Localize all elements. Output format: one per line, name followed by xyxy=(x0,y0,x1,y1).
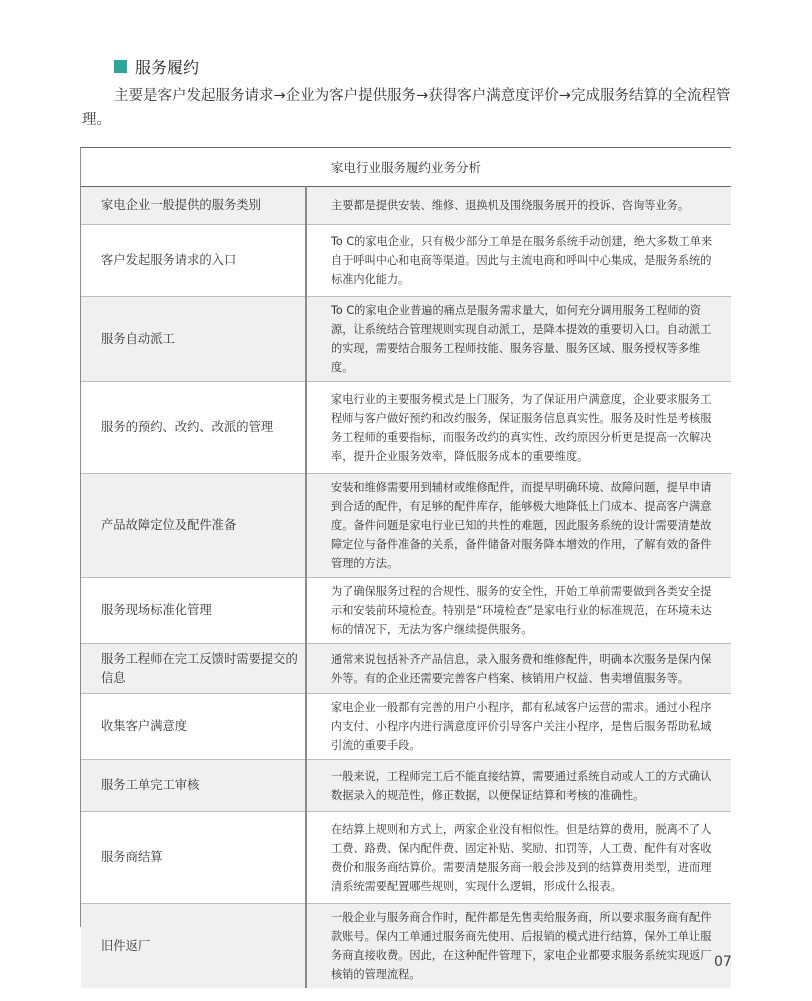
table-caption: 家电行业服务履约业务分析 xyxy=(81,148,731,187)
table-row xyxy=(81,382,731,474)
row-label: 服务自动派工 xyxy=(81,297,306,382)
table-row xyxy=(81,904,731,989)
table-row xyxy=(81,644,731,694)
row-label: 家电企业一般提供的服务类别 xyxy=(81,187,306,225)
row-description: To C的家电企业普遍的痛点是服务需求量大，如何充分调用服务工程师的资源，让系统结合管理规则实现自动派工，是降本提效的重要切入口。自动派工的实现，需要结合服务工程师技能、服务容量、服务区域、服务授权等多维度。 xyxy=(306,297,731,382)
row-description: 家电企业一般都有完善的用户小程序，都有私域客户运营的需求。通过小程序内支付、小程序内进行满意度评价引导客户关注小程序，是售后服务帮助私域引流的重要手段。 xyxy=(306,694,731,760)
section-heading xyxy=(114,55,199,78)
row-label: 服务现场标准化管理 xyxy=(81,578,306,644)
row-description: To C的家电企业，只有极少部分工单是在服务系统手动创建，绝大多数工单来自于呼叫中心和电商等渠道。因此与主流电商和呼叫中心集成，是服务系统的标准内化能力。 xyxy=(306,225,731,297)
row-description: 通常来说包括补齐产品信息，录入服务费和维修配件，明确本次服务是保内保外等。有的企业还需要完善客户档案、核销用户权益、售卖增值服务等。 xyxy=(306,644,731,694)
row-label: 旧件返厂 xyxy=(81,904,306,989)
table-row xyxy=(81,474,731,578)
row-description: 为了确保服务过程的合规性、服务的安全性，开始工单前需要做到各类安全提示和安装前环境检查。特别是“环境检查”是家电行业的标准规范，在环境未达标的情况下，无法为客户继续提供服务。 xyxy=(306,578,731,644)
heading-square-icon xyxy=(114,60,127,73)
row-label: 服务商结算 xyxy=(81,812,306,904)
table-row xyxy=(81,187,731,225)
row-label: 客户发起服务请求的入口 xyxy=(81,225,306,297)
row-description: 家电行业的主要服务模式是上门服务，为了保证用户满意度，企业要求服务工程师与客户做好预约和改约服务，保证服务信息真实性。服务及时性是考核服务工程师的重要指标，而服务改约的真实性、改约原因分析更是提高一次解决率，提升企业服务效率，降低服务成本的重要维度。 xyxy=(306,382,731,474)
page-number: 07 xyxy=(714,954,732,970)
table-row xyxy=(81,297,731,382)
row-label: 收集客户满意度 xyxy=(81,694,306,760)
row-description: 主要都是提供安装、维修、退换机及围绕服务展开的投诉、咨询等业务。 xyxy=(306,187,731,225)
row-description: 一般来说，工程师完工后不能直接结算，需要通过系统自动或人工的方式确认数据录入的规范性，修正数据，以便保证结算和考核的准确性。 xyxy=(306,760,731,812)
table-row xyxy=(81,812,731,904)
service-analysis-table xyxy=(81,147,731,988)
table-row xyxy=(81,694,731,760)
section-title: 服务履约 xyxy=(135,58,200,77)
row-description: 安装和维修需要用到辅材或维修配件，而提早明确环境、故障问题，提早申请到合适的配件，有足够的配件库存，能够极大地降低上门成本、提高客户满意度。备件问题是家电行业已知的共性的难题，因此服务系统的设计需要清楚故障定位与备件准备的关系，备件储备对服务降本增效的作用，了解有效的备件管理的方法。 xyxy=(306,474,731,578)
row-description: 在结算上规则和方式上，两家企业没有相似性。但是结算的费用，脱离不了人工费、路费、保内配件费、固定补贴、奖励、扣罚等，人工费、配件有对客收费价和服务商结算价。需要清楚服务商一般会涉及到的结算费用类型，进而理清系统需要配置哪些规则，实现什么逻辑，形成什么报表。 xyxy=(306,812,731,904)
row-label: 服务工程师在完工反馈时需要提交的信息 xyxy=(81,644,306,694)
row-description: 一般企业与服务商合作时，配件都是先售卖给服务商，所以要求服务商有配件款账号。保内工单通过服务商先使用、后报销的模式进行结算，保外工单让服务商直接收费。因此，在这种配件管理下，家电企业都要求服务系统实现返厂核销的管理流程。 xyxy=(306,904,731,989)
table-row xyxy=(81,760,731,812)
table-row xyxy=(81,578,731,644)
row-label: 服务的预约、改约、改派的管理 xyxy=(81,382,306,474)
section-intro: 主要是客户发起服务请求→企业为客户提供服务→获得客户满意度评价→完成服务结算的全流程管理。 xyxy=(82,88,731,128)
row-label: 产品故障定位及配件准备 xyxy=(81,474,306,578)
table-row xyxy=(81,225,731,297)
row-label: 服务工单完工审核 xyxy=(81,760,306,812)
